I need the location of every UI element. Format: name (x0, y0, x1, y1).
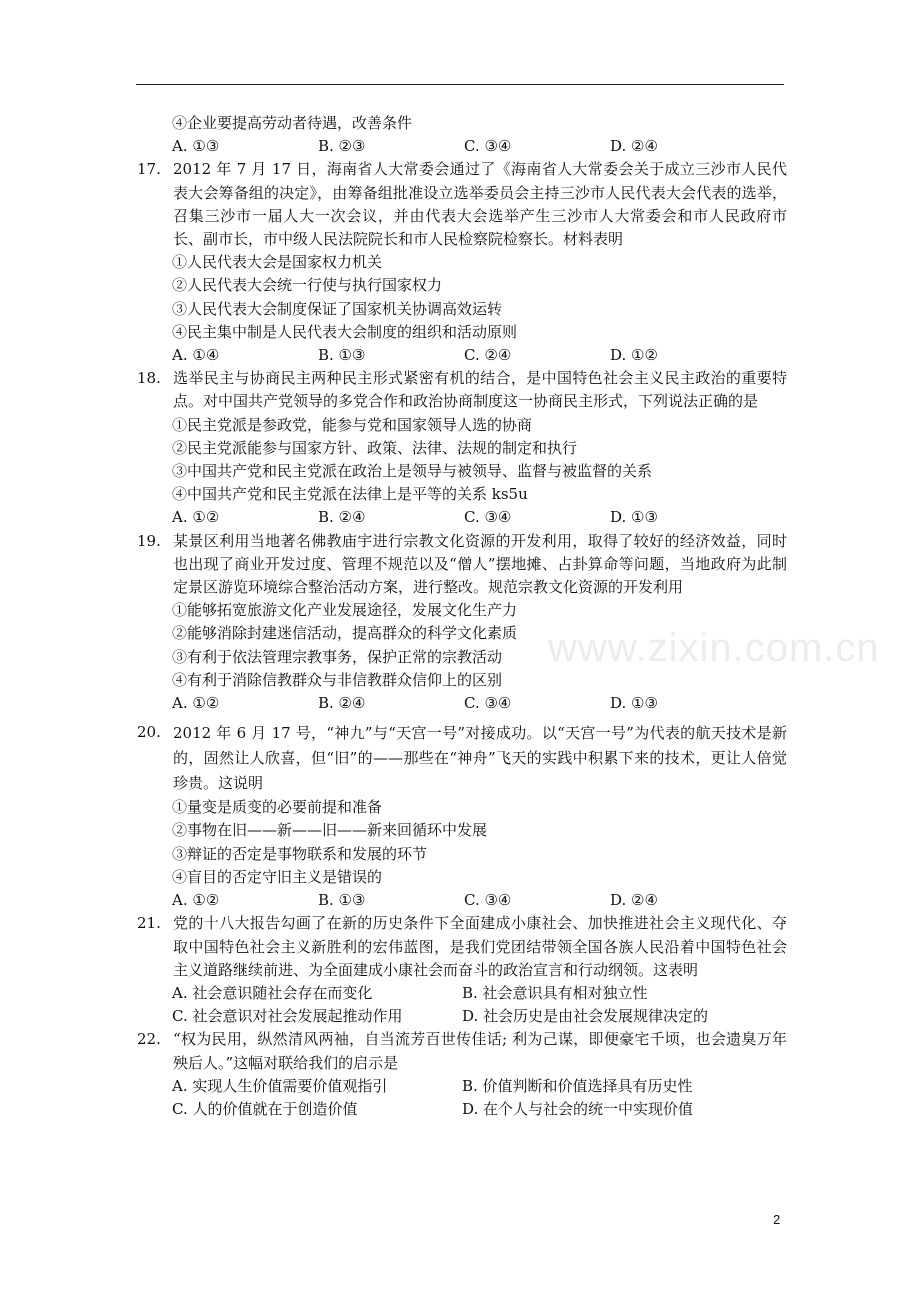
item: ①能够拓宽旅游文化产业发展途径，发展文化生产力 (172, 601, 518, 620)
option-c: C. 人的价值就在于创造价值 (172, 1099, 358, 1118)
option-c: C. ③④ (464, 891, 512, 910)
question-stem: 2012 年 6 月 17 号，“神九”与“天宫一号”对接成功。以“天宫一号”为代表的航天技术是新的，固然让人欣喜，但“旧”的——那些在“神舟”飞天的实践中积累下来的技术，更让人倍觉珍贵。这说明 (173, 724, 787, 793)
option-b: B. ①③ (318, 891, 366, 910)
item: ③中国共产党和民主党派在政治上是领导与被领导、监督与被监督的关系 (172, 462, 653, 481)
options-row (137, 692, 787, 715)
option-a: A. 实现人生价值需要价值观指引 (172, 1076, 388, 1095)
options-row (137, 889, 787, 912)
question-number: 18. (137, 369, 161, 388)
option-c: C. 社会意识对社会发展起推动作用 (172, 1007, 403, 1026)
question-number: 19. (137, 531, 161, 550)
options-row (137, 1098, 787, 1121)
option-c: C. ③④ (464, 137, 512, 156)
question-16-tail (137, 112, 787, 158)
item: ①人民代表大会是国家权力机关 (172, 253, 383, 272)
option-d: D. ①③ (610, 508, 658, 527)
options-row (137, 1075, 787, 1098)
options-row (137, 506, 787, 529)
options-row (137, 982, 787, 1005)
question-stem: 党的十八大报告勾画了在新的历史条件下全面建成小康社会、加快推进社会主义现代化、夺取中国特色社会主义新胜利的宏伟蓝图，是我们党团结带领全国各族人民沿着中国特色社会主义道路继续前进、为全面建成小康社会而奋斗的政治宣言和行动纲领。这表明 (173, 914, 787, 979)
item: ④民主集中制是人民代表大会制度的组织和活动原则 (172, 322, 518, 341)
question-stem: “权为民用，纵然清风两袖，自当流芳百世传佳话; 利为己谋，即便豪宅千顷，也会遗臭万年殃后人。”这幅对联给我们的启示是 (173, 1030, 787, 1072)
question-number: 20. (137, 723, 161, 742)
item: ④盲目的否定守旧主义是错误的 (172, 867, 383, 886)
question-19 (137, 530, 787, 716)
question-stem: 某景区利用当地著名佛教庙宇进行宗教文化资源的开发利用，取得了较好的经济效益，同时也出现了商业开发过度、管理不规范以及“僧人”摆地摊、占卦算命等问题，当地政府为此制定景区游览环境综合整治活动方案，进行整改。规范宗教文化资源的开发利用 (173, 531, 787, 597)
option-a: A. ①② (172, 508, 220, 527)
option-b: B. 社会意识具有相对独立性 (462, 983, 648, 1002)
question-stem: 2012 年 7 月 17 日，海南省人大常委会通过了《海南省人大常委会关于成立三沙市人民代表大会筹备组的决定》，由筹备组批准设立选举委员会主持三沙市人民代表大会代表的选举，召集三沙市一届人大一次会议，并由代表大会选举产生三沙市人大常委会和市人民政府市长、副市长，市中级人民法院院长和市人民检察院检察长。材料表明 (173, 160, 787, 249)
options-row (137, 1005, 787, 1028)
option-c: C. ②④ (464, 346, 512, 365)
watermark: www.zixin.com.cn (548, 626, 880, 670)
item: ②民主党派能参与国家方针、政策、法律、法规的制定和执行 (172, 438, 578, 457)
option-b: B. ②④ (318, 508, 366, 527)
item: ①量变是质变的必要前提和准备 (172, 798, 383, 817)
option-a: A. ①③ (172, 137, 220, 156)
option-d: D. ①③ (610, 694, 658, 713)
item: ②事物在旧——新——旧——新来回循环中发展 (172, 821, 488, 840)
option-d: D. ①② (610, 346, 658, 365)
item: ③人民代表大会制度保证了国家机关协调高效运转 (172, 299, 503, 318)
header-rule (136, 84, 784, 85)
page-content (137, 112, 787, 1121)
question-21 (137, 912, 787, 1028)
item: ④企业要提高劳动者待遇，改善条件 (172, 114, 413, 132)
item: ①民主党派是参政党，能参与党和国家领导人选的协商 (172, 415, 533, 434)
item: ②人民代表大会统一行使与执行国家权力 (172, 276, 443, 295)
item: ④有利于消除信教群众与非信教群众信仰上的区别 (172, 670, 503, 689)
item: ②能够消除封建迷信活动，提高群众的科学文化素质 (172, 624, 518, 643)
option-b: B. 价值判断和价值选择具有历史性 (462, 1076, 693, 1095)
option-b: B. ②④ (318, 694, 366, 713)
question-20 (137, 721, 787, 912)
question-17 (137, 158, 787, 367)
option-a: A. ①④ (172, 346, 220, 365)
option-c: C. ③④ (464, 508, 512, 527)
option-d: D. 社会历史是由社会发展规律决定的 (462, 1007, 709, 1026)
question-stem: 选举民主与协商民主两种民主形式紧密有机的结合，是中国特色社会主义民主政治的重要特点。对中国共产党领导的多党合作和政治协商制度这一协商民主形式，下列说法正确的是 (173, 369, 787, 411)
option-b: B. ②③ (318, 137, 366, 156)
question-number: 17. (137, 160, 161, 179)
item: ③有利于依法管理宗教事务，保护正常的宗教活动 (172, 647, 503, 666)
option-a: A. ①② (172, 694, 220, 713)
question-number: 22. (137, 1030, 161, 1049)
option-b: B. ①③ (318, 346, 366, 365)
item: ③辩证的否定是事物联系和发展的环节 (172, 844, 428, 863)
question-18 (137, 367, 787, 529)
page-number: 2 (773, 1212, 781, 1227)
option-d: D. 在个人与社会的统一中实现价值 (462, 1099, 694, 1118)
item: ④中国共产党和民主党派在法律上是平等的关系 ks5u (172, 485, 528, 504)
option-d: D. ②④ (610, 137, 658, 156)
option-a: A. ①② (172, 891, 220, 910)
options-row (137, 344, 787, 367)
options-row (137, 135, 787, 158)
question-number: 21. (137, 914, 161, 933)
option-a: A. 社会意识随社会存在而变化 (172, 983, 373, 1002)
question-22 (137, 1028, 787, 1121)
option-d: D. ②④ (610, 891, 658, 910)
option-c: C. ③④ (464, 694, 512, 713)
